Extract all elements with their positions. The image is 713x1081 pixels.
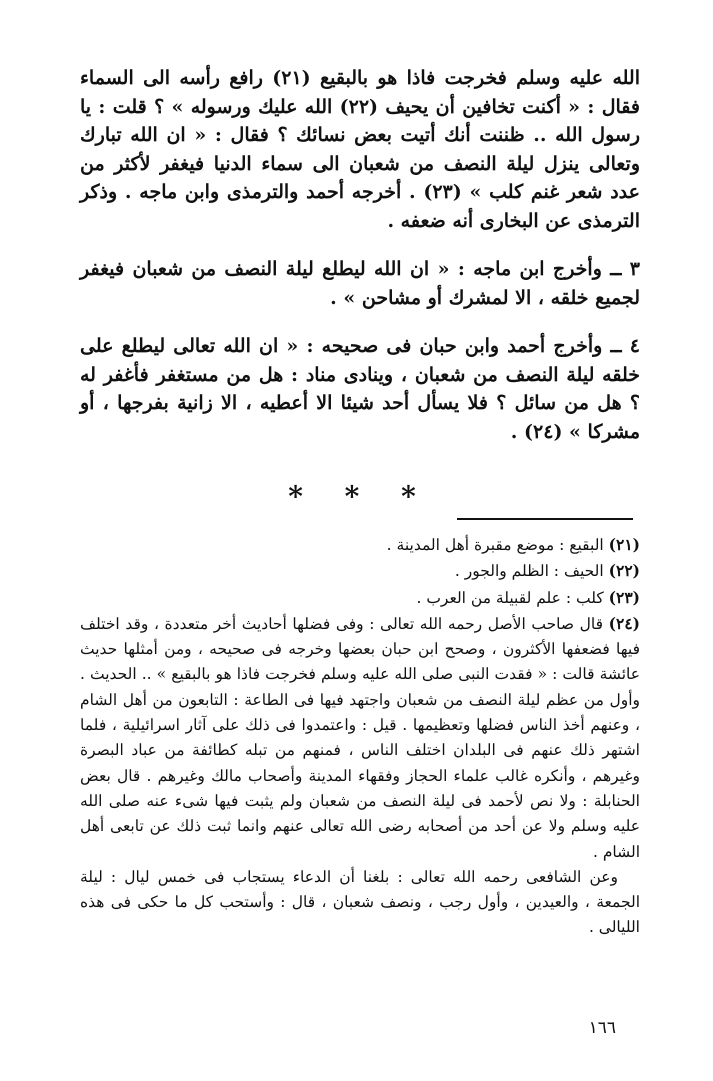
footnote-number: (٢٤): [608, 613, 640, 633]
footnote-text: البقيع : موضع مقبرة أهل المدينة .: [386, 536, 604, 554]
section-separator: * * *: [288, 480, 432, 513]
paragraph-hadith-4: ٤ ــ وأخرج أحمد وابن حبان فى صحيحه : « ان الله تعالى ليطلع على خلقه ليلة النصف من شعبان ، وينادى مناد : هل من مستغفر فأغفر له ؟ هل من سائل ؟ فلا يسأل أحد شيئا الا أعطيه ، الا زانية بفرجها ، أو مشركا » (٢٤) .: [80, 335, 640, 443]
footnote-divider: [457, 518, 633, 520]
main-text: [80, 64, 640, 446]
paragraph-hadith-3: ٣ ــ وأخرج ابن ماجه : « ان الله ليطلع ليلة النصف من شعبان فيغفر لجميع خلقه ، الا لمشرك أو مشاحن » .: [80, 258, 640, 309]
paragraph-hadith-2-continued: الله عليه وسلم فخرجت فاذا هو بالبقيع (٢١) رافع رأسه الى السماء فقال : « أكنت تخافين أن يحيف (٢٢) الله عليك ورسوله » ؟ قلت : يا رسول الله .. ظننت أنك أتيت بعض نسائك ؟ فقال : « ان الله تبارك وتعالى ينزل ليلة النصف من شعبان الى سماء الدنيا فيغفر لأكثر من عدد شعر غنم كلب » (٢٣) . أخرجه أحمد والترمذى وابن ماجه . وذكر الترمذى عن البخارى أنه ضعفه .: [80, 67, 640, 232]
footnotes: [80, 532, 640, 941]
footnote-number: (٢٣): [608, 587, 640, 607]
footnote-text: كلب : علم لقبيلة من العرب .: [416, 588, 604, 607]
footnote-23: [80, 585, 640, 611]
footnote-number: (٢٢): [608, 561, 640, 581]
footnote-text: قال صاحب الأصل رحمه الله تعالى : وفى فضلها أحاديث أخر متعددة ، وقد اختلف فيها فضعفها الأكثرون ، وصحح ابن حبان بعضها وخرجه فى صحيحه ، ومن أمثلها حديث عائشة قالت : « فقدت النبى صلى الله عليه وسلم فخرجت فاذا هو بالبقيع » .. الحديث . وأول من عظم ليلة النصف من شعبان واجتهد فيها فى الطاعة : التابعون من أهل الشام ، وعنهم أخذ الناس فضلها وتعظيمها . قيل : واعتمدوا فى ذلك على آثار اسرائيلية ، فلما اشتهر ذلك عنهم فى البلدان اختلف الناس ، فمنهم من تبله كطائفة من عباد البصرة وغيرهم ، وأنكره غالب علماء الحجاز وفقهاء المدينة وأصحاب مالك وغيرهم . قال بعض الحنابلة : ولا نص لأحمد فى ليلة النصف من شعبان ولم يثبت فيها شىء عنه صلى الله عليه وسلم ولا عن أحد من أصحابه رضى الله تعالى عنهم وانما ثبت ذلك عن تابعى أهل الشام .: [80, 614, 640, 861]
footnote-24: [80, 611, 640, 865]
footnote-21: [80, 532, 640, 558]
footnote-shafii: وعن الشافعى رحمه الله تعالى : بلغنا أن الدعاء يستجاب فى خمس ليال : ليلة الجمعة ، والعيدين ، وأول رجب ، ونصف شعبان ، قال : وأستحب كل ما حكى فى هذه الليالى .: [80, 867, 640, 937]
footnote-22: [80, 558, 640, 584]
footnote-number: (٢١): [608, 535, 640, 554]
page-number: ١٦٦: [588, 1018, 616, 1038]
footnote-text: الحيف : الظلم والجور .: [454, 562, 604, 581]
